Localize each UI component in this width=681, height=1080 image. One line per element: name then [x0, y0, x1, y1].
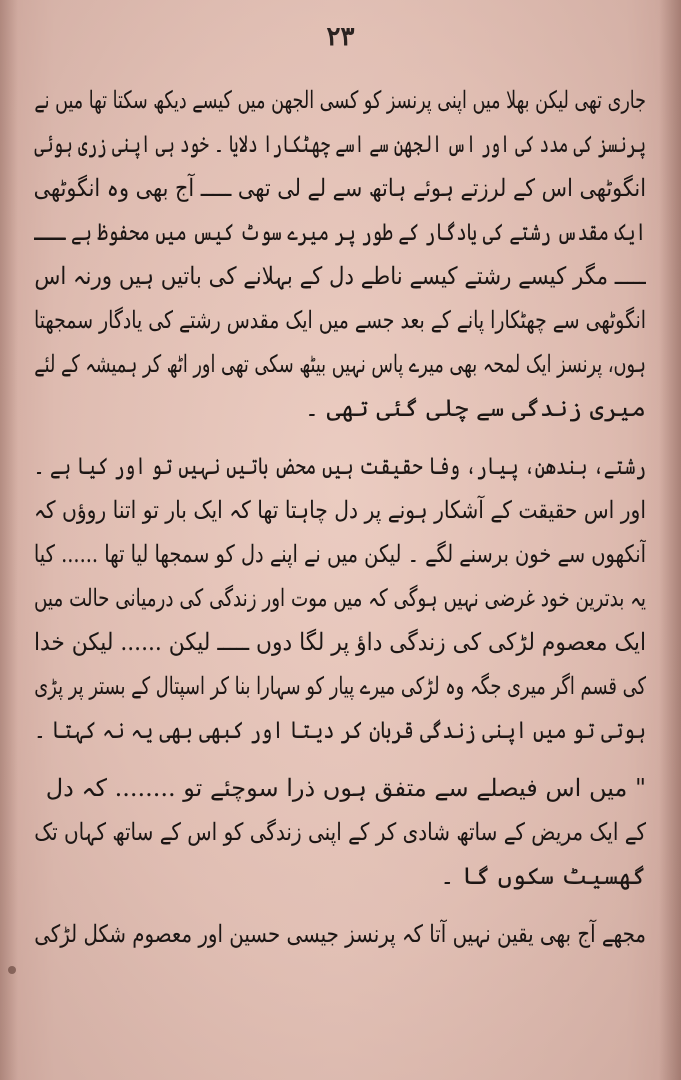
text-line: اور اس حقیقت کے آشکار ہونے پر دل چاہتا تھا کہ ایک بار تو اتنا روؤں کہ — [34, 496, 646, 524]
text-line: ایک مقدس رشتے کی یادگار کے طور پر میرے سوٹ کیس میں محفوظ ہے ـــ — [34, 218, 646, 246]
text-line: پرنسز کی مدد کی اور اس الجھن سے اسے چھٹکارا دلایا ۔ خود ہی اپنی زری ہوئی — [34, 130, 646, 158]
paragraph-gap — [34, 430, 646, 444]
ink-stain — [8, 966, 16, 974]
paragraph-gap — [34, 898, 646, 912]
text-line: ایک معصوم لڑکی کی زندگی داؤ پر لگا دوں ـــــ لیکن ...... لیکن خدا — [34, 628, 646, 656]
text-line: یہ بدترین خود غرضی نہیں ہوگی کہ میں موت اور زندگی کی درمیانی حالت میں — [34, 584, 646, 612]
page-number: ۲۳ — [326, 22, 355, 52]
text-line: مجھے آج بھی یقین نہیں آتا کہ پرنسز جیسی حسین اور معصوم شکل لڑکی — [34, 920, 646, 948]
text-line: ہوں، پرنسز ایک لمحہ بھی میرے پاس نہیں بیٹھ سکی تھی اور اٹھ کر ہمیشہ کے لئے — [34, 350, 646, 378]
text-line: " میں اس فیصلے سے متفق ہوں ذرا سوچئے تو ........ کہ دل — [45, 774, 646, 802]
body-text — [34, 78, 646, 956]
text-line: کی قسم اگر میری جگہ وہ لڑکی میرے پیار کو سہارا بنا کر اسپتال کے بستر پر پڑی — [34, 672, 646, 700]
text-line: میری زندگی سے چلی گئی تھی ۔ — [304, 394, 646, 422]
text-line: جاری تھی لیکن بھلا میں اپنی پرنسز کو کسی الجھن میں کیسے دیکھ سکتا تھا میں نے — [34, 86, 646, 114]
text-line: ـــــ مگر کیسے رشتے کیسے ناطے دل کے بہلانے کی باتیں ہیں ورنہ اس — [34, 262, 646, 290]
text-line: کے ایک مریض کے ساتھ شادی کر کے اپنی زندگی کو اس کے ساتھ کہاں تک — [34, 818, 646, 846]
paragraph-gap — [34, 752, 646, 766]
text-line: انگوٹھی اس کے لرزتے ہوئے ہاتھ سے لے لی تھی ـــــ آج بھی وہ انگوٹھی — [34, 174, 646, 202]
text-line: رشتے، بندھن، پیار، وفا حقیقت ہیں محض باتیں نہیں تو اور کیا ہے ۔ — [34, 452, 646, 480]
text-line: گھسیٹ سکوں گا ۔ — [440, 862, 646, 890]
text-line: آنکھوں سے خون برسنے لگے ۔ لیکن میں نے اپنے دل کو سمجھا لیا تھا ...... کیا — [34, 540, 646, 568]
text-line: انگوٹھی سے چھٹکارا پانے کے بعد جسے میں ایک مقدس رشتے کی یادگار سمجھتا — [34, 306, 646, 334]
text-line: ہوتی تو میں اپنی زندگی قربان کر دیتا اور کبھی بھی یہ نہ کہتا ۔ — [34, 716, 646, 744]
